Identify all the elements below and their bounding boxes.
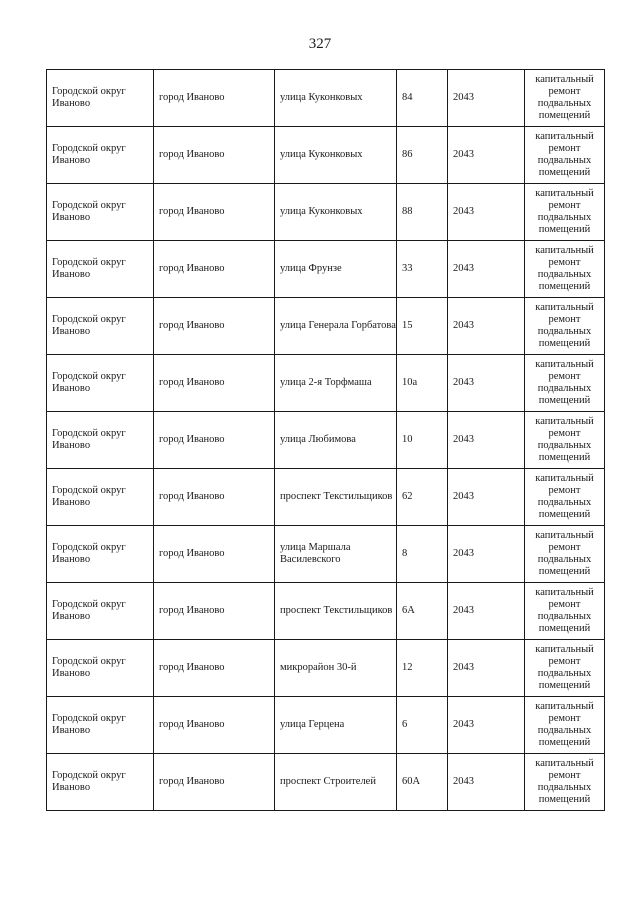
table-row [47, 298, 605, 355]
year-cell: 2043 [448, 754, 525, 811]
street-cell: улица Генерала Горбатова [275, 298, 397, 355]
municipality-cell: Городской округ Иваново [47, 697, 154, 754]
table-row [47, 355, 605, 412]
municipality-cell: Городской округ Иваново [47, 184, 154, 241]
table-row [47, 583, 605, 640]
municipality-cell: Городской округ Иваново [47, 469, 154, 526]
work-type-cell: капитальный ремонт подвальных помещений [525, 70, 605, 127]
year-cell: 2043 [448, 298, 525, 355]
house-number-cell: 15 [397, 298, 448, 355]
work-type-cell: капитальный ремонт подвальных помещений [525, 241, 605, 298]
table-row [47, 241, 605, 298]
municipality-cell: Городской округ Иваново [47, 754, 154, 811]
house-number-cell: 10а [397, 355, 448, 412]
municipality-cell: Городской округ Иваново [47, 127, 154, 184]
table-row [47, 754, 605, 811]
work-type-cell: капитальный ремонт подвальных помещений [525, 355, 605, 412]
year-cell: 2043 [448, 355, 525, 412]
house-number-cell: 6 [397, 697, 448, 754]
table-row [47, 184, 605, 241]
house-number-cell: 86 [397, 127, 448, 184]
house-number-cell: 6А [397, 583, 448, 640]
locality-cell: город Иваново [154, 70, 275, 127]
municipality-cell: Городской округ Иваново [47, 355, 154, 412]
table-row [47, 640, 605, 697]
municipality-cell: Городской округ Иваново [47, 412, 154, 469]
work-type-cell: капитальный ремонт подвальных помещений [525, 412, 605, 469]
work-type-cell: капитальный ремонт подвальных помещений [525, 697, 605, 754]
street-cell: микрорайон 30-й [275, 640, 397, 697]
municipality-cell: Городской округ Иваново [47, 298, 154, 355]
year-cell: 2043 [448, 640, 525, 697]
year-cell: 2043 [448, 127, 525, 184]
street-cell: улица Любимова [275, 412, 397, 469]
year-cell: 2043 [448, 412, 525, 469]
municipality-cell: Городской округ Иваново [47, 241, 154, 298]
house-number-cell: 12 [397, 640, 448, 697]
table-row [47, 697, 605, 754]
municipality-cell: Городской округ Иваново [47, 70, 154, 127]
table-row [47, 70, 605, 127]
locality-cell: город Иваново [154, 640, 275, 697]
table-row [47, 412, 605, 469]
house-number-cell: 62 [397, 469, 448, 526]
locality-cell: город Иваново [154, 754, 275, 811]
work-type-cell: капитальный ремонт подвальных помещений [525, 640, 605, 697]
locality-cell: город Иваново [154, 583, 275, 640]
street-cell: проспект Текстильщиков [275, 469, 397, 526]
year-cell: 2043 [448, 241, 525, 298]
work-type-cell: капитальный ремонт подвальных помещений [525, 469, 605, 526]
work-type-cell: капитальный ремонт подвальных помещений [525, 754, 605, 811]
street-cell: улица Маршала Василевского [275, 526, 397, 583]
house-number-cell: 88 [397, 184, 448, 241]
locality-cell: город Иваново [154, 184, 275, 241]
registry-table-body [47, 70, 605, 811]
street-cell: проспект Строителей [275, 754, 397, 811]
locality-cell: город Иваново [154, 469, 275, 526]
street-cell: улица Куконковых [275, 184, 397, 241]
locality-cell: город Иваново [154, 298, 275, 355]
work-type-cell: капитальный ремонт подвальных помещений [525, 184, 605, 241]
house-number-cell: 84 [397, 70, 448, 127]
locality-cell: город Иваново [154, 127, 275, 184]
locality-cell: город Иваново [154, 526, 275, 583]
municipality-cell: Городской округ Иваново [47, 583, 154, 640]
street-cell: улица Фрунзе [275, 241, 397, 298]
work-type-cell: капитальный ремонт подвальных помещений [525, 526, 605, 583]
table-row [47, 127, 605, 184]
locality-cell: город Иваново [154, 355, 275, 412]
year-cell: 2043 [448, 469, 525, 526]
year-cell: 2043 [448, 697, 525, 754]
page-number: 327 [308, 36, 332, 52]
street-cell: улица Куконковых [275, 70, 397, 127]
year-cell: 2043 [448, 526, 525, 583]
work-type-cell: капитальный ремонт подвальных помещений [525, 298, 605, 355]
house-number-cell: 60А [397, 754, 448, 811]
locality-cell: город Иваново [154, 412, 275, 469]
house-number-cell: 8 [397, 526, 448, 583]
table-row [47, 469, 605, 526]
municipality-cell: Городской округ Иваново [47, 526, 154, 583]
street-cell: улица Герцена [275, 697, 397, 754]
year-cell: 2043 [448, 583, 525, 640]
work-type-cell: капитальный ремонт подвальных помещений [525, 583, 605, 640]
house-number-cell: 10 [397, 412, 448, 469]
work-type-cell: капитальный ремонт подвальных помещений [525, 127, 605, 184]
table-row [47, 526, 605, 583]
street-cell: улица 2-я Торфмаша [275, 355, 397, 412]
registry-table [46, 69, 605, 811]
year-cell: 2043 [448, 184, 525, 241]
year-cell: 2043 [448, 70, 525, 127]
house-number-cell: 33 [397, 241, 448, 298]
street-cell: проспект Текстильщиков [275, 583, 397, 640]
street-cell: улица Куконковых [275, 127, 397, 184]
locality-cell: город Иваново [154, 697, 275, 754]
locality-cell: город Иваново [154, 241, 275, 298]
municipality-cell: Городской округ Иваново [47, 640, 154, 697]
